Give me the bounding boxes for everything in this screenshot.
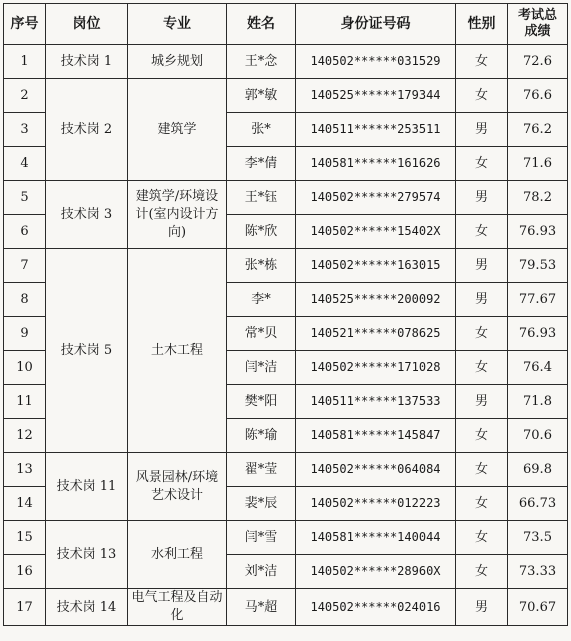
cell-name: 陈*瑜 bbox=[227, 419, 296, 453]
cell-name: 闫*洁 bbox=[227, 351, 296, 385]
header-major: 专业 bbox=[128, 4, 227, 45]
cell-score: 69.8 bbox=[508, 453, 568, 487]
cell-seq: 4 bbox=[4, 147, 46, 181]
cell-post: 技术岗 14 bbox=[46, 589, 128, 626]
cell-id: 140511******137533 bbox=[296, 385, 456, 419]
header-score-line2: 成绩 bbox=[524, 24, 551, 39]
cell-score: 71.8 bbox=[508, 385, 568, 419]
cell-name: 裴*辰 bbox=[227, 487, 296, 521]
cell-id: 140511******253511 bbox=[296, 113, 456, 147]
cell-gender: 女 bbox=[456, 487, 508, 521]
cell-seq: 7 bbox=[4, 249, 46, 283]
cell-id: 140502******15402X bbox=[296, 215, 456, 249]
cell-score: 76.6 bbox=[508, 79, 568, 113]
cell-post: 技术岗 1 bbox=[46, 45, 128, 79]
header-score-line1: 考试总 bbox=[517, 8, 557, 23]
cell-gender: 女 bbox=[456, 453, 508, 487]
table-row bbox=[4, 521, 568, 555]
cell-seq: 1 bbox=[4, 45, 46, 79]
cell-id: 140521******078625 bbox=[296, 317, 456, 351]
cell-gender: 女 bbox=[456, 147, 508, 181]
cell-gender: 女 bbox=[456, 45, 508, 79]
cell-id: 140502******171028 bbox=[296, 351, 456, 385]
cell-name: 李*倩 bbox=[227, 147, 296, 181]
cell-gender: 男 bbox=[456, 283, 508, 317]
table-row bbox=[4, 181, 568, 215]
cell-seq: 12 bbox=[4, 419, 46, 453]
header-seq: 序号 bbox=[4, 4, 46, 45]
cell-seq: 2 bbox=[4, 79, 46, 113]
cell-seq: 16 bbox=[4, 555, 46, 589]
cell-post: 技术岗 5 bbox=[46, 249, 128, 453]
cell-gender: 女 bbox=[456, 79, 508, 113]
cell-id: 140581******145847 bbox=[296, 419, 456, 453]
cell-id: 140502******024016 bbox=[296, 589, 456, 626]
cell-id: 140502******163015 bbox=[296, 249, 456, 283]
cell-gender: 女 bbox=[456, 555, 508, 589]
cell-seq: 8 bbox=[4, 283, 46, 317]
cell-seq: 5 bbox=[4, 181, 46, 215]
cell-seq: 15 bbox=[4, 521, 46, 555]
cell-name: 王*钰 bbox=[227, 181, 296, 215]
cell-id: 140525******179344 bbox=[296, 79, 456, 113]
cell-gender: 女 bbox=[456, 521, 508, 555]
cell-id: 140581******140044 bbox=[296, 521, 456, 555]
cell-score: 79.53 bbox=[508, 249, 568, 283]
cell-id: 140525******200092 bbox=[296, 283, 456, 317]
table-row bbox=[4, 453, 568, 487]
header-post: 岗位 bbox=[46, 4, 128, 45]
cell-score: 73.5 bbox=[508, 521, 568, 555]
cell-name: 张*栋 bbox=[227, 249, 296, 283]
cell-gender: 女 bbox=[456, 419, 508, 453]
cell-name: 樊*阳 bbox=[227, 385, 296, 419]
cell-score: 76.4 bbox=[508, 351, 568, 385]
cell-name: 常*贝 bbox=[227, 317, 296, 351]
cell-gender: 男 bbox=[456, 113, 508, 147]
cell-gender: 男 bbox=[456, 181, 508, 215]
cell-gender: 女 bbox=[456, 215, 508, 249]
cell-score: 73.33 bbox=[508, 555, 568, 589]
cell-gender: 男 bbox=[456, 385, 508, 419]
header-score bbox=[508, 4, 568, 45]
cell-id: 140581******161626 bbox=[296, 147, 456, 181]
cell-score: 76.93 bbox=[508, 317, 568, 351]
cell-post: 技术岗 13 bbox=[46, 521, 128, 589]
cell-score: 70.6 bbox=[508, 419, 568, 453]
cell-seq: 3 bbox=[4, 113, 46, 147]
cell-major: 建筑学 bbox=[128, 79, 227, 181]
cell-seq: 9 bbox=[4, 317, 46, 351]
cell-post: 技术岗 3 bbox=[46, 181, 128, 249]
cell-name: 刘*洁 bbox=[227, 555, 296, 589]
table-row bbox=[4, 79, 568, 113]
cell-gender: 女 bbox=[456, 317, 508, 351]
cell-score: 78.2 bbox=[508, 181, 568, 215]
table-row bbox=[4, 45, 568, 79]
table-row bbox=[4, 249, 568, 283]
cell-score: 72.6 bbox=[508, 45, 568, 79]
cell-seq: 14 bbox=[4, 487, 46, 521]
cell-score: 70.67 bbox=[508, 589, 568, 626]
cell-id: 140502******031529 bbox=[296, 45, 456, 79]
cell-post: 技术岗 2 bbox=[46, 79, 128, 181]
cell-seq: 17 bbox=[4, 589, 46, 626]
cell-id: 140502******064084 bbox=[296, 453, 456, 487]
cell-seq: 10 bbox=[4, 351, 46, 385]
cell-name: 郭*敏 bbox=[227, 79, 296, 113]
cell-major: 水利工程 bbox=[128, 521, 227, 589]
cell-seq: 11 bbox=[4, 385, 46, 419]
cell-id: 140502******012223 bbox=[296, 487, 456, 521]
table-row bbox=[4, 589, 568, 626]
cell-gender: 女 bbox=[456, 351, 508, 385]
header-row bbox=[4, 4, 568, 45]
cell-score: 76.93 bbox=[508, 215, 568, 249]
cell-name: 陈*欣 bbox=[227, 215, 296, 249]
cell-score: 66.73 bbox=[508, 487, 568, 521]
cell-name: 王*念 bbox=[227, 45, 296, 79]
cell-id: 140502******279574 bbox=[296, 181, 456, 215]
cell-name: 张* bbox=[227, 113, 296, 147]
cell-major: 城乡规划 bbox=[128, 45, 227, 79]
cell-major: 建筑学/环境设计(室内设计方向) bbox=[128, 181, 227, 249]
header-gender: 性别 bbox=[456, 4, 508, 45]
cell-name: 闫*雪 bbox=[227, 521, 296, 555]
header-name: 姓名 bbox=[227, 4, 296, 45]
cell-post: 技术岗 11 bbox=[46, 453, 128, 521]
cell-seq: 13 bbox=[4, 453, 46, 487]
header-id: 身份证号码 bbox=[296, 4, 456, 45]
cell-name: 李* bbox=[227, 283, 296, 317]
cell-gender: 男 bbox=[456, 249, 508, 283]
cell-major: 土木工程 bbox=[128, 249, 227, 453]
cell-name: 翟*莹 bbox=[227, 453, 296, 487]
cell-gender: 男 bbox=[456, 589, 508, 626]
cell-major: 电气工程及自动化 bbox=[128, 589, 227, 626]
cell-name: 马*超 bbox=[227, 589, 296, 626]
cell-score: 71.6 bbox=[508, 147, 568, 181]
cell-score: 76.2 bbox=[508, 113, 568, 147]
cell-score: 77.67 bbox=[508, 283, 568, 317]
cell-major: 风景园林/环境艺术设计 bbox=[128, 453, 227, 521]
candidate-score-table bbox=[3, 3, 568, 626]
cell-id: 140502******28960X bbox=[296, 555, 456, 589]
cell-seq: 6 bbox=[4, 215, 46, 249]
